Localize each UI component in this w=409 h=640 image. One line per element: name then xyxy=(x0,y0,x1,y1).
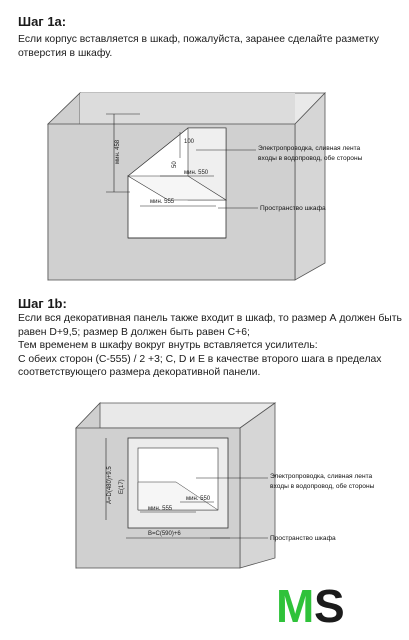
depth-dim-label: мин. 550 xyxy=(184,170,209,176)
logo-m: M xyxy=(276,580,315,628)
space-label: Пространство шкафа xyxy=(260,205,326,212)
min555-label: мин. 555 xyxy=(148,506,173,512)
dim-a-label: A=D(480)+9.5 xyxy=(107,466,113,504)
space-label: Пространство шкафа xyxy=(270,535,336,542)
step-1b-title: Шаг 1b: xyxy=(18,296,67,311)
diagram-1b xyxy=(0,398,409,578)
step-1b-text: Если вся декоративная панель также входит в шкаф, то размер А должен быть равен D+9,5; размер В должен быть равен C+6; Тем временем в шкафу вокруг внутрь вставляется усилитель: С обеих сторон (С-555) / 2 +3; С, D и E в качестве второго шага в пределах соответствующего размера декоративной панели. xyxy=(18,313,402,379)
width-dim-label: мин. 555 xyxy=(150,199,175,205)
height-dim-label: мин. 458 xyxy=(115,139,121,164)
right-wall-shape xyxy=(295,93,325,280)
dim-e-label: E(17) xyxy=(119,479,125,494)
dim-100-label: 100 xyxy=(184,139,195,145)
dim-50-label: 50 xyxy=(172,161,178,168)
wiring-label-line1: Электропроводка, сливная лента xyxy=(270,473,373,480)
step-1a-text: Если корпус вставляется в шкаф, пожалуйста, заранее сделайте разметку отверстия в шкафу. xyxy=(18,34,379,59)
logo-s: S xyxy=(314,580,345,628)
ms-logo xyxy=(276,580,358,628)
wiring-label xyxy=(270,473,375,490)
dim-b-label: B=C(590)+6 xyxy=(148,531,181,537)
diagram-1a xyxy=(0,88,409,288)
wiring-label-line1: Электропроводка, сливная лента xyxy=(258,145,361,152)
step-1a-title: Шаг 1а: xyxy=(18,14,67,29)
min550-label: мин. 550 xyxy=(186,496,211,502)
wiring-label-line2: входы в водопровод, обе стороны xyxy=(258,155,363,162)
wiring-label-line2: входы в водопровод, обе стороны xyxy=(270,483,375,490)
